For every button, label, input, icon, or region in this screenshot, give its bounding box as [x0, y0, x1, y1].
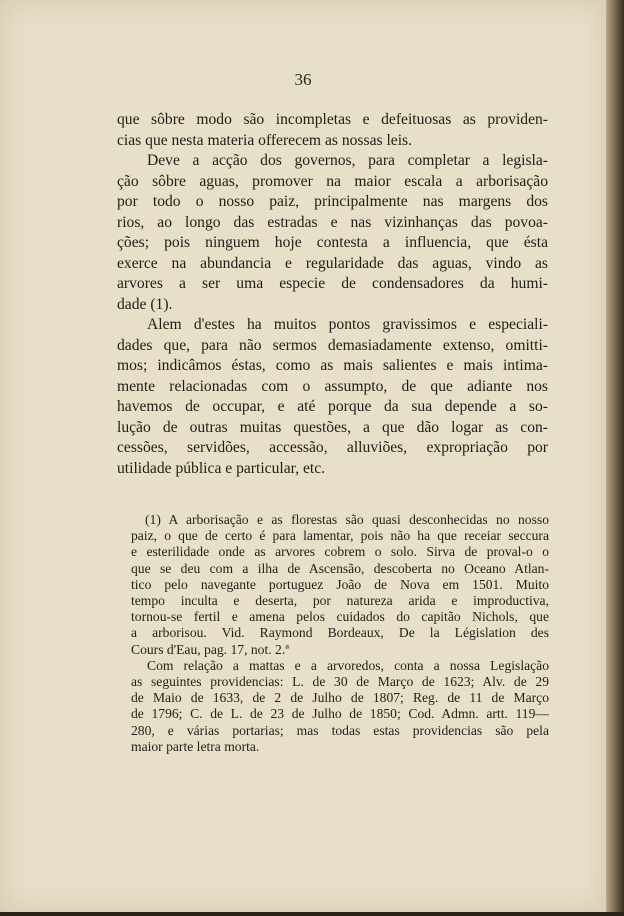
footnote-line: paiz, o que de certo é para lamentar, pois não ha que receiar seccura [131, 528, 549, 544]
footnote-line: de 1796; C. de L. de 23 de Julho de 1850; Cod. Admn. artt. 119— [131, 706, 549, 722]
text-line: cessões, servidões, accessão, alluviões, expropriação por [117, 439, 548, 456]
text-line: mente relacionadas com o assumpto, de que adiante nos [117, 377, 548, 395]
text-line: rios, ao longo das estradas e nas vizinhanças das povoa- [117, 213, 548, 231]
text-line: Alem d'estes ha muitos pontos gravissimos e especiali- [147, 316, 548, 333]
footnote-line: tornou-se fertil e amena pelos cuidados do capitão Nichols, que [131, 609, 549, 625]
page-number: 36 [294, 70, 312, 89]
footnote [131, 512, 549, 755]
text-line: dades que, para não sermos demasiadamente extenso, omitti- [117, 336, 548, 354]
footnote-line: e esterilidade onde as arvores cobrem o solo. Sirva de proval-o o [131, 544, 549, 560]
text-line: arvores a ser uma especie de condensadores da humi- [117, 275, 548, 292]
footnote-line: maior parte letra morta. [131, 738, 260, 754]
footnote-line: Com relação a mattas e a arvoredos, conta a nossa Legislação [147, 657, 549, 673]
footnote-line: (1) A arborisação e as florestas são quasi desconhecidas no nosso [145, 512, 549, 527]
text-line: ções; pois ninguem hoje contesta a influencia, que ésta [117, 234, 548, 251]
page-bottom-edge [0, 912, 624, 916]
footnote-line: Cours d'Eau, pag. 17, not. 2.ª [131, 641, 289, 657]
footnote-line: as seguintes providencias: L. de 30 de Março de 1623; Alv. de 29 [131, 674, 549, 690]
text-line: cias que nesta materia offerecem as nossas leis. [117, 131, 413, 149]
footnote-line: de Maio de 1633, de 2 de Julho de 1807; Reg. de 11 de Março [131, 690, 549, 706]
text-line: havemos de occupar, e até porque da sua depende a so- [117, 398, 548, 415]
text-line: exerce na abundancia e regularidade das aguas, vindo as [117, 254, 548, 272]
main-text [117, 110, 548, 479]
footnote-line: tempo inculta e deserta, por natureza arida e improductiva, [131, 593, 549, 609]
footnote-line: que se deu com a ilha de Ascensão, descoberta no Oceano Atlan- [131, 560, 549, 576]
text-line: ção sôbre aguas, promover na maior escala a arborisação [117, 172, 548, 190]
text-line: mos; indicâmos éstas, como as mais salientes e mais intima- [117, 357, 548, 374]
text-line: que sôbre modo são incompletas e defeituosas as providen- [117, 111, 548, 128]
footnote-line: tico pelo navegante portuguez João de Nova em 1501. Muito [131, 576, 549, 592]
text-line: lução de outras muitas questões, a que dão logar as con- [117, 418, 548, 436]
text-line: Deve a acção dos governos, para completar a legisla- [147, 152, 548, 169]
footnote-line: a arborisou. Vid. Raymond Bordeaux, De la Législation des [131, 625, 549, 641]
footnote-line: 280, e várias portarias; mas todas estas providencias são pela [131, 722, 549, 738]
text-line: dade (1). [117, 295, 173, 313]
text-line: utilidade pública e particular, etc. [117, 459, 326, 477]
text-line: por todo o nosso paiz, principalmente nas margens dos [117, 193, 548, 210]
page-edge [606, 0, 624, 916]
